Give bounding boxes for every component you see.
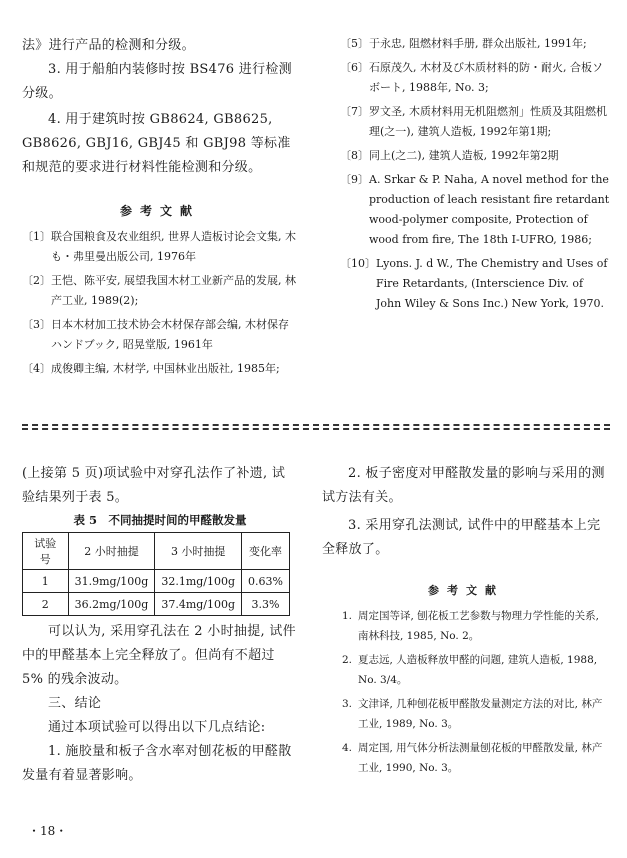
references-heading: 参考文献 xyxy=(428,584,504,597)
upper-right-column xyxy=(340,34,610,318)
reference-item: 〔6〕 石原茂久, 木材及び木质材料的防・耐火, 合板ソボート, 1988年, No. 3; xyxy=(340,61,603,94)
table-header-cell: 变化率 xyxy=(242,533,290,570)
table-caption: 表 5 不同抽提时间的甲醛散发量 xyxy=(73,513,247,527)
table-cell: 1 xyxy=(23,570,69,593)
section-heading: 三、结论 xyxy=(48,696,102,711)
table-cell: 36.2mg/100g xyxy=(68,593,155,616)
table-cell: 3.3% xyxy=(242,593,290,616)
page-number: ・18・ xyxy=(28,824,68,838)
table-header-row xyxy=(23,533,290,570)
paragraph: (上接第 5 页)项试验中对穿孔法作了补遗, 试验结果列于表 5。 xyxy=(22,466,286,505)
section-divider xyxy=(22,424,610,432)
paragraph: 3. 用于船舶内装修时按 BS476 进行检测分级。 xyxy=(22,62,292,101)
reference-item: 2. 夏志远, 人造板释放甲醛的问题, 建筑人造板, 1988, No. 3/4。 xyxy=(342,654,598,686)
reference-item: 〔4〕 成俊卿主编, 木材学, 中国林业出版社, 1985年; xyxy=(22,362,280,375)
table-cell: 2 xyxy=(23,593,69,616)
paragraph: 4. 用于建筑时按 GB8624, GB8625, GB8626, GBJ16, GBJ45 和 GBJ98 等标准和规范的要求进行材料性能检测和分级。 xyxy=(22,112,291,175)
reference-list xyxy=(322,606,610,778)
paragraph: 法》进行产品的检测和分级。 xyxy=(22,38,195,53)
lower-right-column xyxy=(322,462,610,782)
reference-item: 〔7〕 罗文圣, 木质材料用无机阻燃剂」性质及其阻燃机理(之一), 建筑人造板, 1992年第1期; xyxy=(340,105,607,138)
table-header-cell: 3 小时抽提 xyxy=(155,533,242,570)
table-cell: 0.63% xyxy=(242,570,290,593)
table-row xyxy=(23,593,290,616)
table-cell: 31.9mg/100g xyxy=(68,570,155,593)
references-heading: 参考文献 xyxy=(119,204,200,218)
paragraph: 可以认为, 采用穿孔法在 2 小时抽提, 试件中的甲醛基本上完全释放了。但尚有不超过 5% 的残余波动。 xyxy=(22,624,296,687)
paragraph: 通过本项试验可以得出以下几点结论: xyxy=(48,720,266,735)
table-cell: 32.1mg/100g xyxy=(155,570,242,593)
reference-item: 4. 周定国, 用气体分析法测量刨花板的甲醛散发量, 林产工业, 1990, No. 3。 xyxy=(342,742,603,774)
paragraph: 1. 施胶量和板子含水率对刨花板的甲醛散发量有着显著影响。 xyxy=(22,744,292,783)
table-header-cell: 试验号 xyxy=(23,533,69,570)
reference-item: 〔1〕 联合国粮食及农业组织, 世界人造板讨论会文集, 木も・弗里曼出版公司, 1976年 xyxy=(22,230,296,263)
table-header-cell: 2 小时抽提 xyxy=(68,533,155,570)
reference-item: 〔3〕 日本木材加工技术协会木材保存部会编, 木材保存ハンドブック, 昭晃堂版, 1961年 xyxy=(22,318,289,351)
reference-item: 〔8〕 同上(之二), 建筑人造板, 1992年第2期 xyxy=(340,149,559,162)
reference-item: 〔9〕 A. Srkar & P. Naha, A novel method for the production of leach resistant fire retardant wood-polymer composite, Protection of wood from fire, The 18th I-UFRO, 1986; xyxy=(340,173,610,246)
reference-item: 〔2〕 王恺、陈平安, 展望我国木材工业新产品的发展, 林产工业, 1989(2); xyxy=(22,274,296,307)
table-cell: 37.4mg/100g xyxy=(155,593,242,616)
lower-left-column xyxy=(22,462,298,788)
reference-item: 〔10〕 Lyons. J. d W., The Chemistry and Uses of Fire Retardants, (Interscience Div. of John Wiley & Sons Inc.) New York, 1970. xyxy=(340,257,608,310)
reference-item: 〔5〕 于永忠, 阻燃材料手册, 群众出版社, 1991年; xyxy=(340,37,587,50)
paragraph: 3. 采用穿孔法测试, 试件中的甲醛基本上完全释放了。 xyxy=(322,518,601,557)
upper-left-column xyxy=(22,34,298,383)
reference-item: 1. 周定国等译, 刨花板工艺参数与物理力学性能的关系, 南林科技, 1985, No. 2。 xyxy=(342,610,600,642)
table-row xyxy=(23,570,290,593)
paragraph: 2. 板子密度对甲醛散发量的影响与采用的测试方法有关。 xyxy=(322,466,605,505)
data-table xyxy=(22,532,290,616)
reference-item: 3. 文津译, 几种刨花板甲醛散发量测定方法的对比, 林产工业, 1989, No. 3。 xyxy=(342,698,603,730)
